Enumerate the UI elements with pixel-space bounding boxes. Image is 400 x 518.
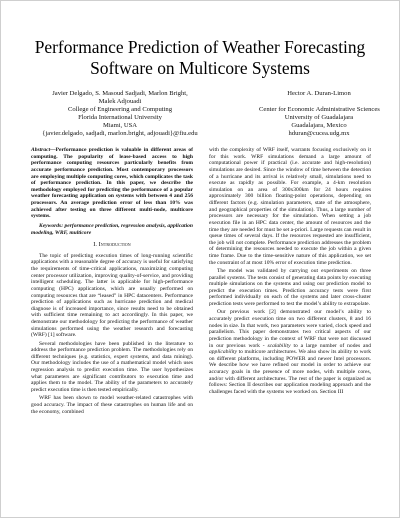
author-city: Miami, USA xyxy=(102,122,138,130)
paper-title xyxy=(11,37,389,79)
abstract-text: Performance prediction is valuable in different areas of computing. The popularity of lease-based access to high performance computing resources particularly benefits from accurate performance prediction. Most contemporary processors are employing multiple computing cores, which complicates the task of performance prediction. In this paper, we describe the methodology employed for predicting the performance of a popular weather forecasting application on systems with between 4 and 256 processors. An average prediction error of less than 10% was achieved after testing on three different multi-node, multicore systems. xyxy=(31,147,193,220)
right-paragraph-3 xyxy=(209,309,371,395)
right-paragraph-1: with the complexity of WRF itself, warrants focusing exclusively on it for this work. WRF simulations demand a large amount of computational power if practical (i.e. accurate and high-resolution) simulations are desired. Since the window of time between the detection of a hurricane and its arrival is relatively small, simulations need to execute as rapidly as possible. For example, a 4-km resolution simulation on an area of 300x300km for 24 hours requires approximately 300 billion floating-point operations, depending on different factors (e.g. simulation parameters, state of the atmosphere, and geographical properties of the simulation). Thus, a large number of processors are necessary for the simulation. When setting a job execution file in an HPC data center, the amount of resources and the time they are needed for must be set a-priori. Large requests can result in queue times of several days. If the resources requested are insufficient, the job will not complete. Performance prediction addresses the problem of determining the resources needed to execute the job within a given time frame. Due to the time-sensitive nature of this application, we set the constraint of at most 10% error of execution time prediction. xyxy=(209,147,371,266)
intro-paragraph-3: WRF has been shown to model weather-related catastrophes with good accuracy. The impact of these catastrophes on human life and on the economy, combined xyxy=(31,395,193,415)
author-org: College of Engineering and Computing xyxy=(67,106,173,114)
title-line-1: Performance Prediction of Weather Forecasting xyxy=(34,37,366,57)
right-paragraph-3-c: to multicore architectures. We also show its ability to work on different platforms, including POWER and newer Intel processors. We describe how we have refined our model in order to achieve our accuracy goals in the presence of more nodes, with multiple cores, and/or with different architectures. The rest of the paper is organized as follows: Section II describes our application modeling approach and the challenges faced with the systems we worked on. Section III xyxy=(209,349,371,395)
keywords xyxy=(31,223,193,236)
author-city: Guadalajara, Mexico xyxy=(291,122,347,130)
author-block-left xyxy=(15,90,225,139)
right-paragraph-3-b: to a large number of nodes and xyxy=(290,342,371,349)
author-org: Center for Economic Administrative Sciences xyxy=(259,106,380,114)
applicability-term: applicability xyxy=(209,349,238,356)
author-university: Florida International University xyxy=(78,114,162,122)
right-paragraph-2: The model was validated by carrying out experiments on three parallel systems. The tests consist of generating data points by executing multiple simulations on the systems and using our prediction model to predict the execution times. Prediction accuracy tests were first performed individually on each of the systems and later cross-cluster prediction tests were performed to test the model’s ability to extrapolate. xyxy=(209,267,371,308)
right-column xyxy=(209,147,371,397)
author-email: hduran@cucea.udg.mx xyxy=(288,130,350,138)
author-names: Javier Delgado, S. Masoud Sadjadi, Marlon Bright, xyxy=(52,90,188,97)
intro-paragraph-2: Several methodologies have been published in the literature to address the performance prediction problem. The methodologies rely on different techniques (e.g. statistics, expert systems, and data mining). Our methodology includes the use of a mathematical model which uses regression analysis to predict execution time. The user hypothesizes what parameters are significant contributors to execution time and applies them to the model. The ability of the parameters to accurately predict execution time is then tested empirically. xyxy=(31,340,193,393)
section-heading: I. Introduction xyxy=(93,241,131,249)
author-name: Hector A. Duran-Limon xyxy=(287,90,351,97)
author-emails: {javier.delgado, sadjadi, marlon.bright, adjouadi}@fiu.edu xyxy=(42,130,198,138)
abstract-label: Abstract— xyxy=(31,147,56,153)
title-line-2: Software on Multicore Systems xyxy=(90,58,310,78)
author-names-cont: Malek Adjouadi xyxy=(98,98,142,106)
author-spacer xyxy=(259,98,379,106)
left-column xyxy=(31,147,193,417)
abstract xyxy=(31,147,193,220)
keywords-label: Keywords: xyxy=(39,222,64,229)
right-paragraph-3-a: Our previous work [2] demonstrated our model’s ability to accurately predict execution time on two different clusters, 8 and 16 nodes in size. In that work, two parameters were varied, clock speed and parallelism. This paper demonstrates two critical aspects of our prediction methodology in the context of WRF that were not discussed in our previous work - xyxy=(209,309,371,349)
author-block-right xyxy=(259,90,379,139)
author-university: University of Guadalajara xyxy=(284,114,354,122)
intro-paragraph-1: The topic of predicting execution times of long-running scientific applications with a reasonable degree of accuracy is useful for satisfying the requirements of time-critical applications, maximizing computing center processor utilization, improving quality-of-service, and providing intelligent scheduling. The latter is applicable for high-performance computing (HPC) applications, which are usually performed on computing resources that are “leased” in HPC datacenters. Performance prediction of applications such as hurricane prediction and medical diagnose is of increased importance, since results need to be obtained with sufficient time remaining to act accordingly. In this paper, we demonstrate our methodology for predicting the performance of weather simulations performed using the weather research and forecasting (WRF) [1] software. xyxy=(31,252,193,339)
scalability-term: scalability xyxy=(267,342,291,349)
keywords-text: performance prediction, regression analysis, application modeling, WRF, multicore xyxy=(31,222,193,236)
